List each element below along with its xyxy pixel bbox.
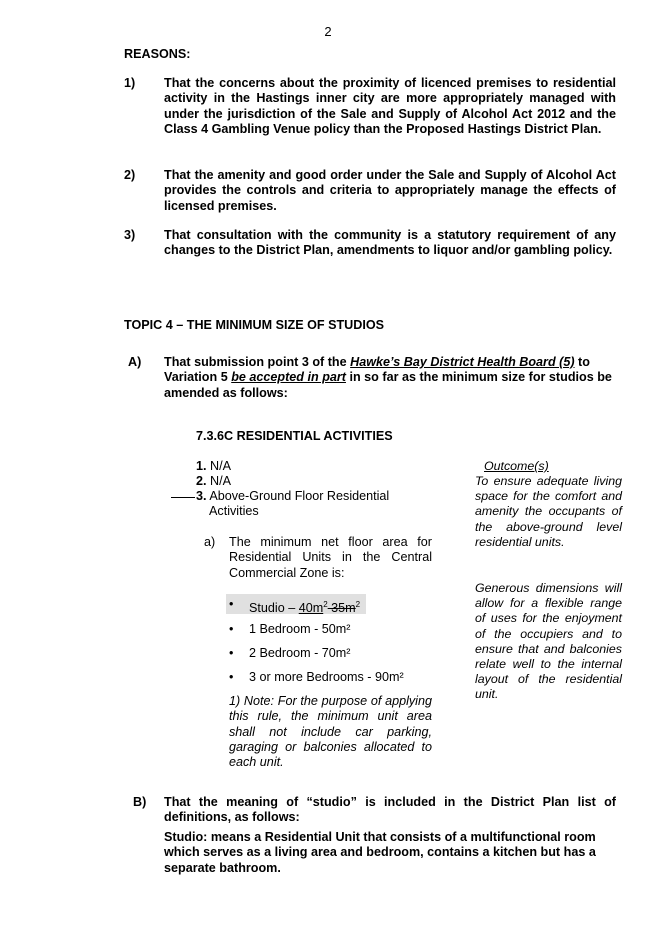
rule-item: 2. N/A bbox=[196, 474, 232, 488]
accepted-in-part: be accepted in part bbox=[231, 370, 346, 385]
reason-text: That consultation with the community is a statutory requirement of any changes to the District Plan, amendments to liquor and/or gambling policy. bbox=[164, 228, 616, 258]
bullet-3-bedroom: • 3 or more Bedrooms - 90m² bbox=[229, 670, 404, 684]
note: 1) Note: For the purpose of applying this rule, the minimum unit area shall not include car parking, garaging or balconies allocated to each unit. bbox=[229, 694, 432, 770]
reason-number: 2) bbox=[124, 168, 136, 182]
reason-number: 1) bbox=[124, 76, 136, 90]
section-b-label: B) bbox=[133, 795, 147, 809]
sub-a-label: a) bbox=[204, 535, 216, 549]
section-b-text: That the meaning of “studio” is included in the District Plan list of definitions, as follows: bbox=[164, 795, 616, 825]
sub-a-text: The minimum net floor area for Residential Units in the Central Commercial Zone is: bbox=[229, 535, 432, 580]
section-a-text: That submission point 3 of the Hawke’s Bay District Health Board (5) to Variation 5 be accepted in part in so far as the minimum size for studios be amended as follows: bbox=[164, 355, 612, 400]
reason-number: 3) bbox=[124, 228, 136, 242]
bullet-studio: • Studio – $40m^2$ $35m^2$ bbox=[229, 597, 361, 616]
studio-definition: Studio: means a Residential Unit that consists of a multifunctional room which serves as a living area and bedroom, contains a kitchen but has a separate bathroom. bbox=[164, 830, 596, 875]
outcome-paragraph-2: Generous dimensions will allow for a flexible range of uses for the enjoyment of the occupiers and to ensure that and balconies relate well to the internal layout of the residential unit. bbox=[475, 581, 622, 702]
rule-item-continued: Activities bbox=[209, 504, 259, 518]
rule-item: 3. Above-Ground Floor Residential bbox=[196, 489, 390, 503]
outcome-heading: Outcome(s) bbox=[484, 459, 549, 473]
rule-item: 1. N/A bbox=[196, 459, 232, 473]
rule-heading: 7.3.6C RESIDENTIAL ACTIVITIES bbox=[196, 429, 393, 443]
bullet-2-bedroom: • 2 Bedroom - 70m² bbox=[229, 646, 351, 660]
outcome-paragraph-1: To ensure adequate living space for the comfort and amenity the occupants of the above-ground level residential units. bbox=[475, 474, 622, 549]
topic-heading: TOPIC 4 – THE MINIMUM SIZE OF STUDIOS bbox=[124, 318, 385, 332]
bullet-1-bedroom: • 1 Bedroom - 50m² bbox=[229, 622, 351, 636]
reason-text: That the concerns about the proximity of licenced premises to residential activity in the Hastings inner city are more appropriately managed with under the jurisdiction of the Sale and Supply of Alcohol Act 2012 and the Class 4 Gambling Venue policy than the Proposed Hastings District Plan. bbox=[164, 76, 616, 136]
page-number: 2 bbox=[324, 24, 332, 39]
reason-text: That the amenity and good order under the Sale and Supply of Alcohol Act provides the controls and criteria to appropriately manage the effects of licensed premises. bbox=[164, 168, 616, 213]
submitter-link[interactable]: Hawke’s Bay District Health Board (5) bbox=[350, 355, 575, 369]
reasons-heading: REASONS: bbox=[124, 47, 191, 61]
section-a-label: A) bbox=[128, 355, 142, 369]
rule-dash bbox=[171, 497, 195, 498]
